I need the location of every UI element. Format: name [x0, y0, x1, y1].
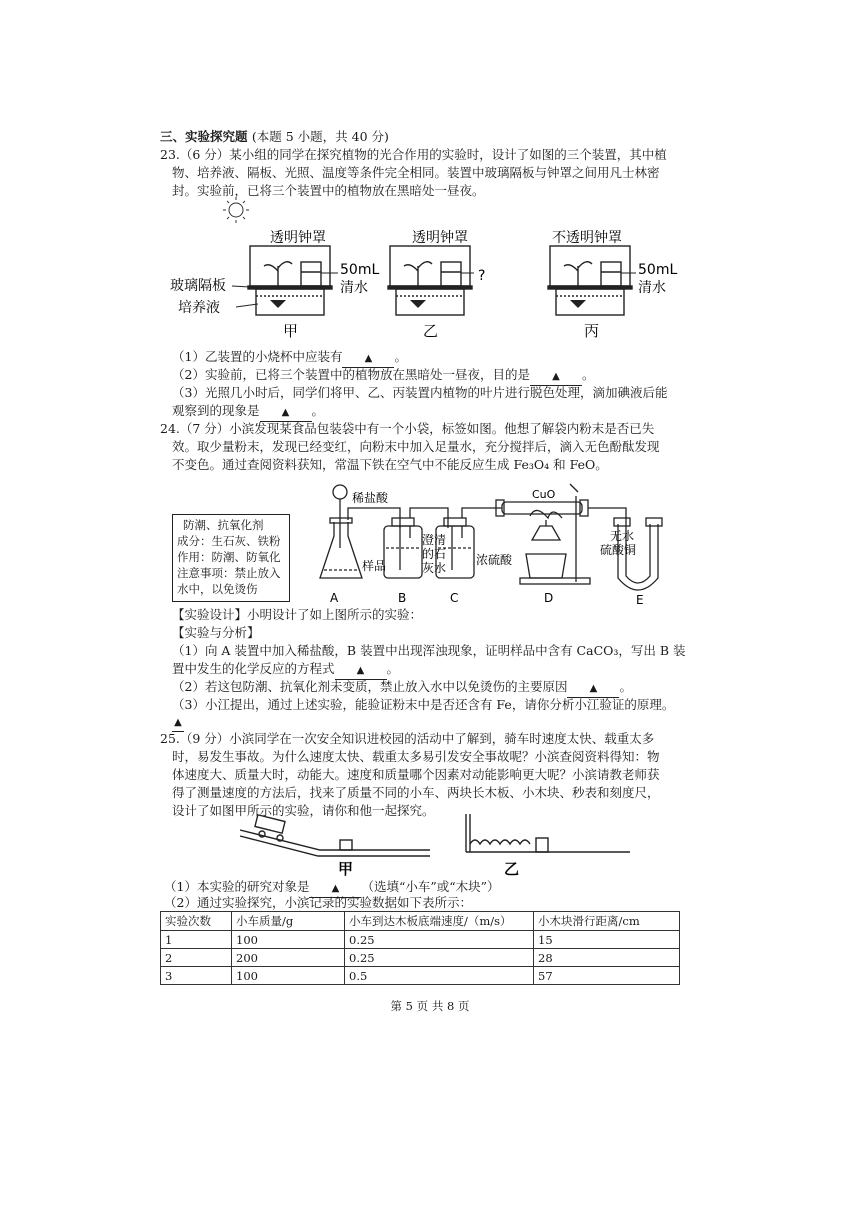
q24-sub-3: （3）小江提出，通过上述实验，能验证粉末中是否还含有 Fe，请你分析小江验证的原理。	[172, 697, 675, 712]
bing-water-label: 清水	[638, 280, 666, 296]
product-label-box	[172, 514, 290, 602]
conc-h2so4-label: 浓硫酸	[476, 553, 513, 567]
q25-line-5: 设计了如图甲所示的实验，请你和他一起探究。	[172, 803, 435, 818]
q24-design: 【实验设计】小明设计了如上图所示的实验：	[172, 607, 423, 622]
q25-line-1: 25.（9 分）小滨同学在一次安全知识进校园的活动中了解到，骑车时速度太快、载重太多	[160, 731, 655, 746]
table-cell: 1	[161, 931, 232, 949]
q24-line-2: 效。取少量粉末，发现已经变红，向粉末中加入足量水，充分搅拌后，滴入无色酚酞发现	[172, 439, 660, 454]
q25-line-2: 时，易发生事故。为什么速度太快、载重太多易引发安全事故呢？小滨查阅资料得知：物	[172, 749, 660, 764]
q23-line-3: 封。实验前，已将三个装置中的植物放在黑暗处一昼夜。	[172, 183, 485, 198]
label-line: 注意事项：禁止放入	[177, 566, 281, 580]
section-note: (本题 5 小题，共 40 分)	[251, 129, 389, 144]
table-header-cell: 实验次数	[161, 912, 232, 931]
table-header-cell: 小木块滑行距离/cm	[534, 912, 680, 931]
bing-cover-label: 不透明钟罩	[552, 230, 622, 246]
q24-sub-1b: 置中发生的化学反应的方程式 ▲ 。	[172, 660, 399, 680]
q24-line-1: 24.（7 分）小滨发现某食品包装袋中有一个小袋，标签如图。他想了解袋内粉末是否已失	[160, 421, 655, 436]
table-cell: 0.25	[345, 931, 534, 949]
yi-unknown-label: ?	[478, 268, 486, 284]
q25-figure	[230, 810, 690, 882]
q25-line-3: 体速度大、质量大时，动能大。速度和质量哪个因素对动能影响更大呢？小滨请教老师获	[172, 767, 660, 782]
label-B: B	[398, 591, 407, 605]
apparatus-B	[384, 518, 422, 578]
answer-blank[interactable]: ▲	[342, 350, 394, 368]
q25-line-4: 得了测量速度的方法后，找来了质量不同的小车、两块长木板、小木块、秒表和刻度尺，	[172, 785, 660, 800]
limewater-label-3: 灰水	[422, 561, 447, 575]
q23-figure	[160, 196, 700, 344]
answer-blank[interactable]: ▲	[172, 714, 184, 732]
q24-analysis: 【实验与分析】	[172, 625, 260, 640]
q23-sub-3: （3）光照几小时后，同学们将甲、乙、丙装置内植物的叶片进行脱色处理，滴加碘液后能	[172, 385, 668, 400]
answer-blank[interactable]: ▲	[260, 404, 312, 422]
apparatus-jia	[248, 246, 332, 315]
table-cell: 2	[161, 949, 232, 967]
apparatus-yi	[388, 246, 472, 315]
sun-icon	[223, 197, 249, 223]
q23-sub-1: （1）乙装置的小烧杯中应装有 ▲ 。	[172, 348, 407, 368]
ramp-apparatus-jia	[240, 815, 430, 856]
nutrient-solution-label: 培养液	[178, 300, 220, 316]
cuo-label: CuO	[532, 488, 556, 501]
label-E: E	[636, 593, 644, 607]
table-cell: 0.25	[345, 949, 534, 967]
label-bing: 丙	[584, 322, 600, 340]
q24-sub-2: （2）若这包防潮、抗氧化剂未变质，禁止放入水中以免烫伤的主要原因 ▲ 。	[172, 678, 632, 698]
table-row	[161, 931, 680, 949]
jia-volume-label: 50mL	[340, 262, 380, 278]
label-C: C	[450, 591, 459, 605]
spring-apparatus-yi	[466, 814, 630, 852]
label-D: D	[544, 591, 554, 605]
q25-sub-1: （1）本实验的研究对象是 ▲ （选填“小车”或“木块”）	[164, 878, 500, 898]
label-line: 成分：生石灰、铁粉	[177, 534, 281, 548]
q25-sub-2: （2）通过实验探究，小滨记录的实验数据如下表所示：	[164, 895, 472, 910]
cuso4-label-2: 硫酸铜	[600, 543, 637, 557]
q24-sub-1: （1）向 A 装置中加入稀盐酸，B 装置中出现浑浊现象，证明样品中含有 CaCO₃，写出 B 装	[172, 643, 686, 658]
table-cell: 15	[534, 931, 680, 949]
page-number: 第 5 页 共 8 页	[390, 999, 470, 1013]
table-cell: 100	[232, 931, 345, 949]
hcl-label: 稀盐酸	[352, 491, 389, 505]
cuso4-label-1: 无水	[610, 529, 635, 543]
table-header-cell: 小车质量/g	[232, 912, 345, 931]
jia-water-label: 清水	[340, 280, 368, 296]
table-header-row	[161, 912, 680, 931]
label-yi: 乙	[423, 322, 439, 340]
table-cell: 100	[232, 967, 345, 985]
label-line: 作用：防潮、防氧化	[177, 550, 281, 564]
table-cell: 3	[161, 967, 232, 985]
table-cell: 28	[534, 949, 680, 967]
table-cell: 0.5	[345, 967, 534, 985]
answer-blank[interactable]: ▲	[309, 880, 361, 898]
glass-partition-label: 玻璃隔板	[170, 278, 226, 294]
experiment-data-table	[160, 911, 680, 985]
table-header-cell: 小车到达木板底端速度/（m/s）	[345, 912, 534, 931]
q23-sub-3b: 观察到的现象是 ▲ 。	[172, 402, 324, 422]
bing-volume-label: 50mL	[638, 262, 678, 278]
figure-label-yi: 乙	[504, 860, 520, 878]
label-line: 水中，以免烫伤	[177, 582, 258, 596]
sample-label: 样品	[362, 559, 387, 573]
q23-line-2: 物、培养液、隔板、光照、温度等条件完全相同。装置中玻璃隔板与钟罩之间用凡士林密	[172, 165, 660, 180]
apparatus-bing	[548, 246, 632, 315]
table-cell: 200	[232, 949, 345, 967]
q24-line-3: 不变色。通过查阅资料获知，常温下铁在空气中不能反应生成 Fe₃O₄ 和 FeO。	[172, 457, 608, 472]
q23-sub-2: （2）实验前，已将三个装置中的植物放在黑暗处一昼夜，目的是 ▲ 。	[172, 366, 594, 386]
section-title: 三、实验探究题	[160, 129, 248, 144]
answer-blank[interactable]: ▲	[567, 680, 619, 698]
limewater-label-2: 的石	[422, 547, 447, 561]
limewater-label-1: 澄清	[422, 533, 447, 547]
figure-label-jia: 甲	[338, 860, 354, 878]
yi-cover-label: 透明钟罩	[412, 230, 468, 246]
section-heading	[160, 128, 389, 145]
label-jia: 甲	[283, 322, 299, 340]
table-row	[161, 949, 680, 967]
answer-blank[interactable]: ▲	[530, 368, 582, 386]
label-A: A	[330, 591, 339, 605]
jia-cover-label: 透明钟罩	[270, 230, 326, 246]
q23-line-1: 23.（6 分）某小组的同学在探究植物的光合作用的实验时，设计了如图的三个装置，其中植	[160, 147, 667, 162]
table-cell: 57	[534, 967, 680, 985]
answer-blank[interactable]: ▲	[335, 662, 387, 680]
q24-apparatus-figure	[300, 478, 700, 608]
label-line: 防潮、抗氧化剂	[183, 518, 264, 532]
q24-sub-3-blank	[172, 712, 184, 732]
table-row	[161, 967, 680, 985]
